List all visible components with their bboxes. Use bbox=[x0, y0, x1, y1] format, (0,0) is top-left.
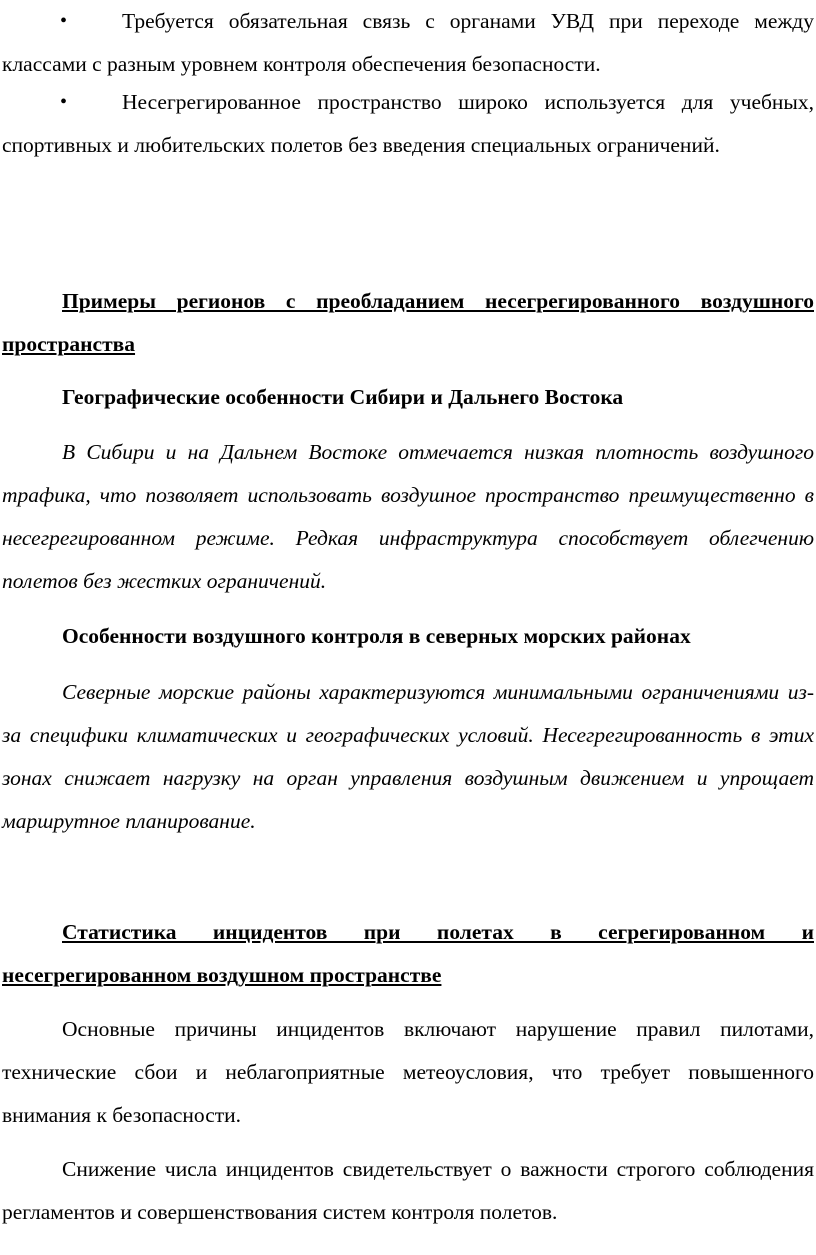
bullet-item-1: Требуется обязательная связь с органами УВД при переходе между классами с разным уровнем контроля обеспечения безопасности. bbox=[2, 9, 814, 76]
paragraph-reduction: Снижение числа инцидентов свидетельствует о важности строгого соблюдения регламентов и совершенствования систем контроля полетов. bbox=[2, 1157, 814, 1224]
paragraph-siberia: В Сибири и на Дальнем Востоке отмечается низкая плотность воздушного трафика, что позволяет использовать воздушное пространство преимущественно в несегрегированном режиме. Редкая инфраструктура способствует облегчению полетов без жестких ограничений. bbox=[2, 440, 814, 593]
paragraph-causes: Основные причины инцидентов включают нарушение правил пилотами, технические сбои и неблагоприятные метеоусловия, что требует повышенного внимания к безопасности. bbox=[2, 1017, 814, 1127]
bullet-icon: • bbox=[60, 91, 68, 113]
subheading-siberia: Географические особенности Сибири и Дальнего Востока bbox=[62, 385, 624, 409]
bullet-item-2: Несегрегированное пространство широко используется для учебных, спортивных и любительских полетов без введения специальных ограничений. bbox=[2, 90, 814, 157]
paragraph-northern-sea: Северные морские районы характеризуются минимальными ограничениями из-за специфики климатических и географических условий. Несегрегированность в этих зонах снижает нагрузку на орган управления воздушным движением и упрощает маршрутное планирование. bbox=[2, 680, 814, 833]
subheading-northern-sea: Особенности воздушного контроля в северных морских районах bbox=[62, 624, 691, 648]
bullet-icon: • bbox=[60, 10, 68, 32]
section-heading-statistics: Статистика инцидентов при полетах в сегрегированном и несегрегированном воздушном пространстве bbox=[2, 920, 814, 987]
section-heading-regions: Примеры регионов с преобладанием несегрегированного воздушного пространства bbox=[2, 289, 814, 356]
